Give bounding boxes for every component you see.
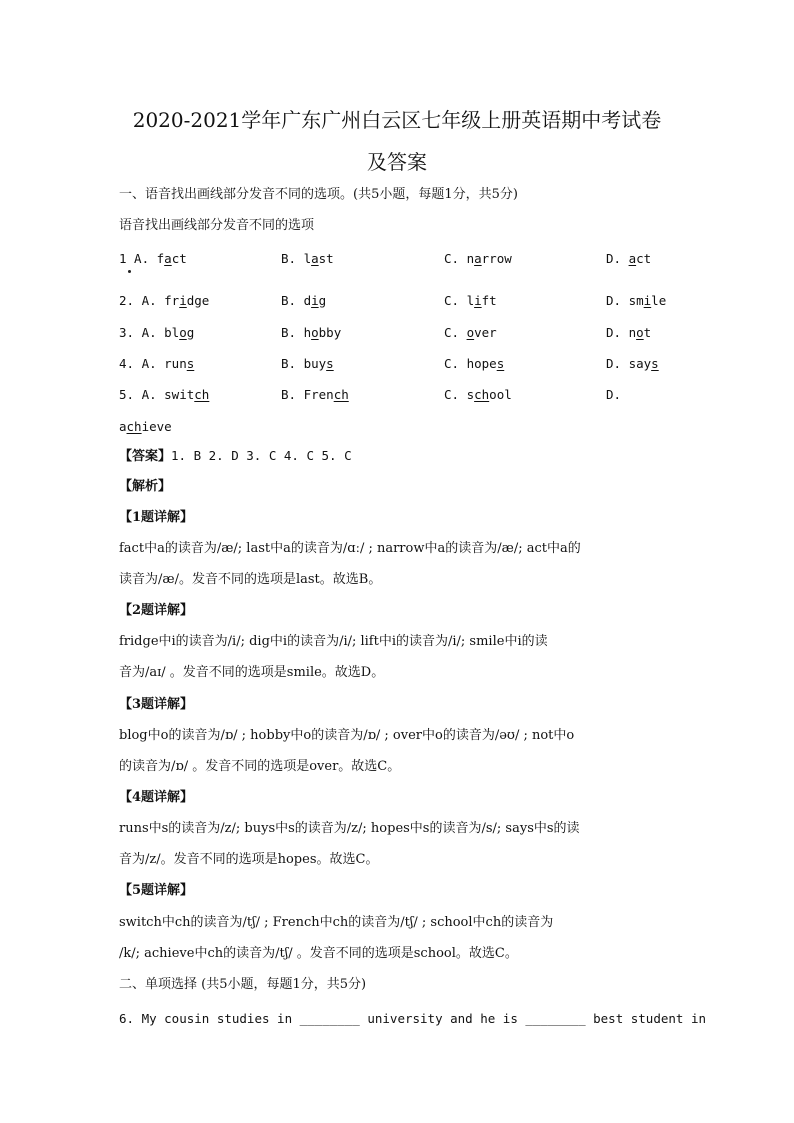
detail-2-heading: 【2题详解】	[119, 603, 194, 618]
q4-option-c: C. hopes	[444, 356, 505, 371]
q3-option-c: C. over	[444, 325, 497, 340]
detail-4-text: 音为/z/。发音不同的选项是hopes。故选C。	[119, 852, 379, 867]
q5-option-a: 5. A. switch	[119, 387, 210, 402]
q5-option-d-word: achieve	[119, 419, 172, 434]
q5-option-b: B. French	[281, 387, 349, 402]
document-title: 2020-2021学年广东广州白云区七年级上册英语期中考试卷	[132, 108, 662, 132]
question-6-text: 6. My cousin studies in ________ university and he is ________ best student in	[119, 1011, 706, 1026]
section1-instruction: 语音找出画线部分发音不同的选项	[119, 218, 315, 233]
section2-heading: 二、单项选择 (共5小题，每题1分，共5分)	[119, 977, 367, 992]
q4-option-b: B. buys	[281, 356, 334, 371]
q1-option-c: C. narrow	[444, 251, 512, 266]
detail-1-heading: 【1题详解】	[119, 510, 194, 525]
detail-4-heading: 【4题详解】	[119, 790, 194, 805]
q3-option-d: D. not	[606, 325, 652, 340]
section1-heading: 一、语音找出画线部分发音不同的选项。(共5小题，每题1分，共5分)	[119, 187, 518, 202]
q1-marker-dot	[128, 270, 131, 273]
q2-option-a: 2. A. fridge	[119, 293, 210, 308]
detail-1-text: fact中a的读音为/æ/; last中a的读音为/ɑː/ ; narrow中a的读音为/æ/; act中a的	[119, 541, 581, 556]
q5-option-c: C. school	[444, 387, 512, 402]
q1-option-a: 1 A. fact	[119, 251, 187, 266]
q4-option-d: D. says	[606, 356, 659, 371]
detail-2-text: fridge中i的读音为/i/; dig中i的读音为/i/; lift中i的读音为/i/; smile中i的读	[119, 634, 548, 649]
detail-5-heading: 【5题详解】	[119, 883, 194, 898]
q4-option-a: 4. A. runs	[119, 356, 195, 371]
q1-option-b: B. last	[281, 251, 334, 266]
q3-option-a: 3. A. blog	[119, 325, 195, 340]
detail-1-text: 读音为/æ/。发音不同的选项是last。故选B。	[119, 572, 382, 587]
q2-option-b: B. dig	[281, 293, 327, 308]
detail-4-text: runs中s的读音为/z/; buys中s的读音为/z/; hopes中s的读音为/s/; says中s的读	[119, 821, 580, 836]
detail-3-heading: 【3题详解】	[119, 697, 194, 712]
detail-5-text: switch中ch的读音为/tʃ/ ; French中ch的读音为/tʃ/ ; school中ch的读音为	[119, 915, 554, 930]
q1-option-d: D. act	[606, 251, 652, 266]
detail-3-text: blog中o的读音为/ɒ/ ; hobby中o的读音为/ɒ/ ; over中o的读音为/əʊ/ ; not中o	[119, 728, 575, 743]
answer-line: 【答案】1. B 2. D 3. C 4. C 5. C	[119, 448, 352, 464]
detail-3-text: 的读音为/ɒ/ 。发音不同的选项是over。故选C。	[119, 759, 401, 774]
document-title-continued: 及答案	[367, 150, 427, 174]
analysis-label: 【解析】	[119, 479, 172, 494]
q3-option-b: B. hobby	[281, 325, 342, 340]
q2-option-c: C. lift	[444, 293, 497, 308]
detail-5-text: /k/; achieve中ch的读音为/tʃ/ 。发音不同的选项是school。故选C。	[119, 946, 518, 961]
q2-option-d: D. smile	[606, 293, 667, 308]
detail-2-text: 音为/aɪ/ 。发音不同的选项是smile。故选D。	[119, 665, 385, 680]
q5-option-d: D.	[606, 387, 622, 402]
